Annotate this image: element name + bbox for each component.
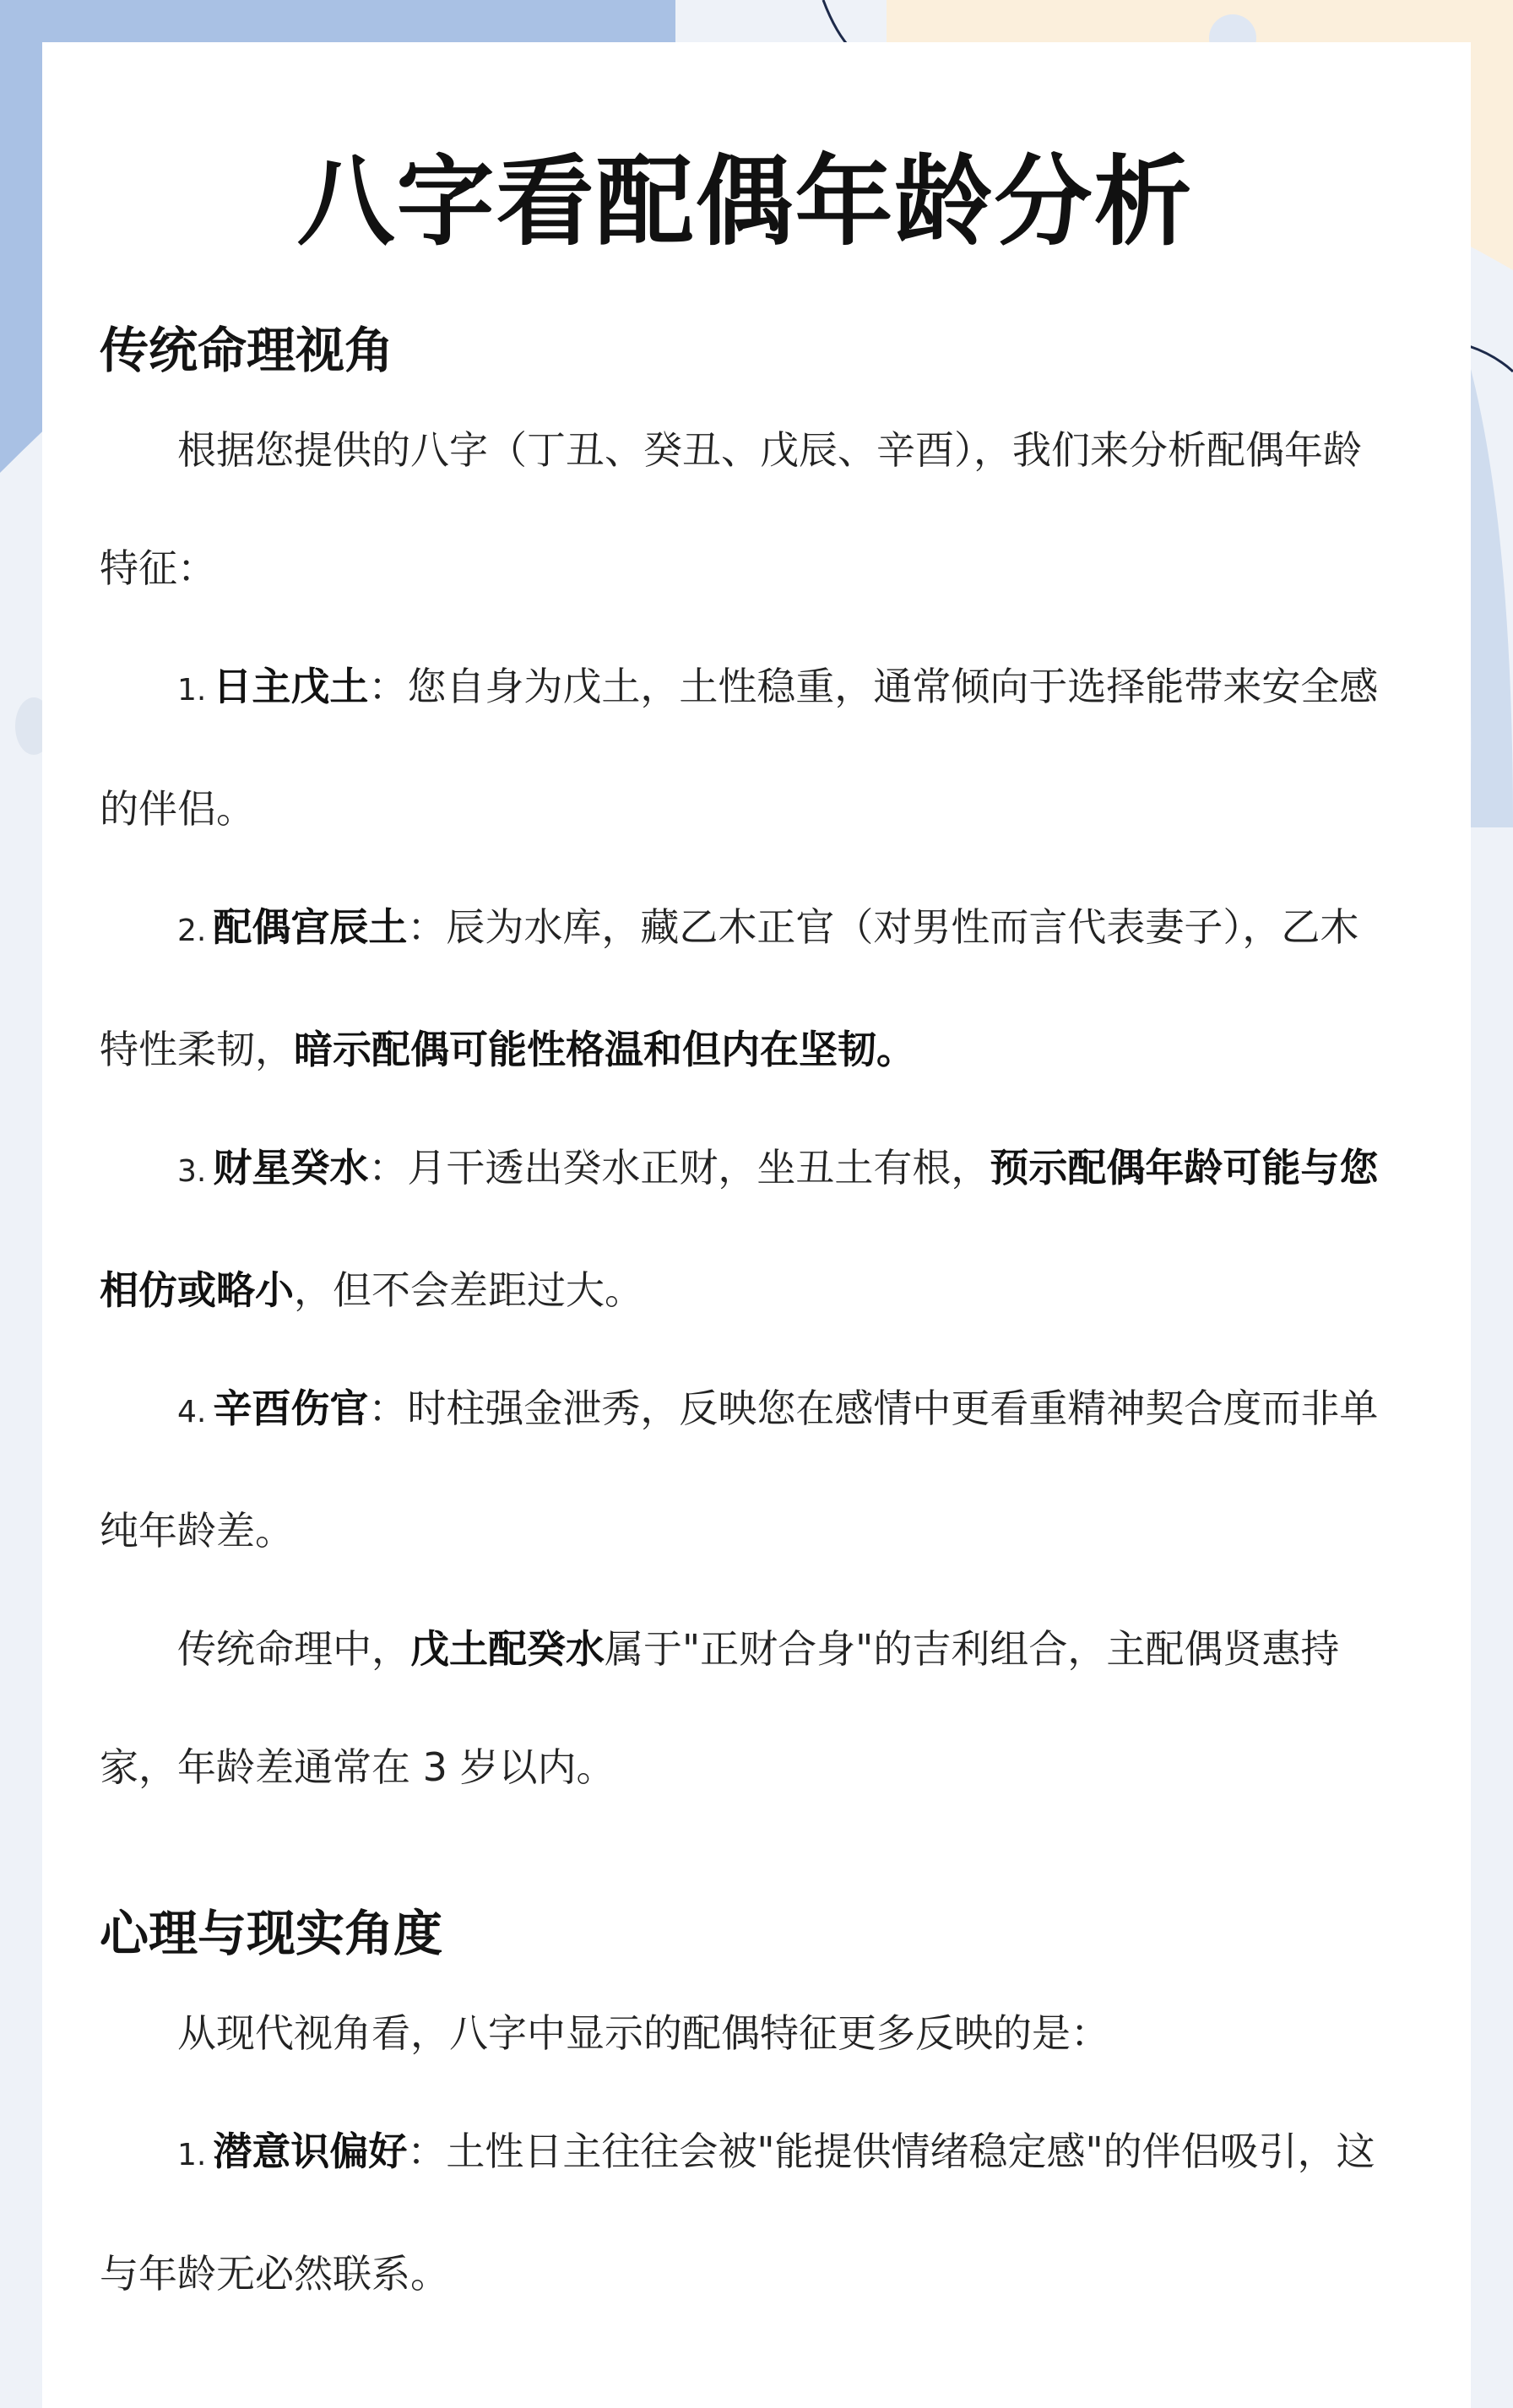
list-term: 辛酉伤官 [213, 1386, 369, 1431]
closing-text-after: 属于"正财合身"的吉利组合，主配偶贤惠持家，年龄差通常在 3 岁以内。 [100, 1626, 1340, 1790]
list-bold-text: 暗示配偶可能性格温和但内在坚韧。 [294, 1027, 915, 1072]
list-item [100, 868, 1391, 1109]
list-text-after: ，但不会差距过大。 [294, 1267, 643, 1313]
section1-intro: 根据您提供的八字（丁丑、癸丑、戊辰、辛酉），我们来分析配偶年龄特征： [100, 427, 1362, 591]
list-text: ：辰为水库，藏乙木正官（对男性而言代表妻子），乙木特性柔韧， [100, 904, 1359, 1072]
list-term: 配偶宫辰土 [213, 904, 408, 950]
section2-intro: 从现代视角看，八字中显示的配偶特征更多反映的是： [177, 2010, 1109, 2056]
list-number: 4. [177, 1395, 207, 1429]
list-text: ：时柱强金泄秀，反映您在感情中更看重精神契合度而非单纯年龄差。 [100, 1386, 1379, 1554]
list-text: ：土性日主往往会被"能提供情绪稳定感"的伴侣吸引，这与年龄无必然联系。 [100, 2129, 1375, 2297]
list-bold-text: 预示配偶年龄可能与您相仿或略小 [100, 1145, 1379, 1313]
list-item [100, 1109, 1391, 1349]
list-text: ：月干透出癸水正财，坐丑土有根， [368, 1145, 990, 1190]
list-item [100, 1349, 1391, 1590]
page-title: 八字看配偶年龄分析 [296, 145, 1194, 259]
section-heading-psychology: 心理与现实角度 [100, 1905, 443, 1962]
closing-bold: 戊土配癸水 [410, 1626, 605, 1672]
list-item [100, 2092, 1391, 2333]
list-term: 财星癸水 [213, 1145, 369, 1190]
list-text: ：您自身为戊土，土性稳重，通常倾向于选择能带来安全感的伴侣。 [100, 664, 1379, 832]
list-number: 1. [177, 673, 207, 708]
list-number: 3. [177, 1154, 207, 1189]
closing-text: 传统命理中， [177, 1626, 410, 1672]
list-item [100, 627, 1391, 868]
section1-closing [100, 1590, 1391, 1826]
section-heading-traditional: 传统命理视角 [100, 322, 394, 379]
list-term: 日主戊土 [213, 664, 369, 709]
document-card [42, 42, 1471, 2408]
list-number: 1. [177, 2138, 207, 2172]
list-number: 2. [177, 914, 207, 948]
list-term: 潜意识偏好 [213, 2129, 408, 2174]
